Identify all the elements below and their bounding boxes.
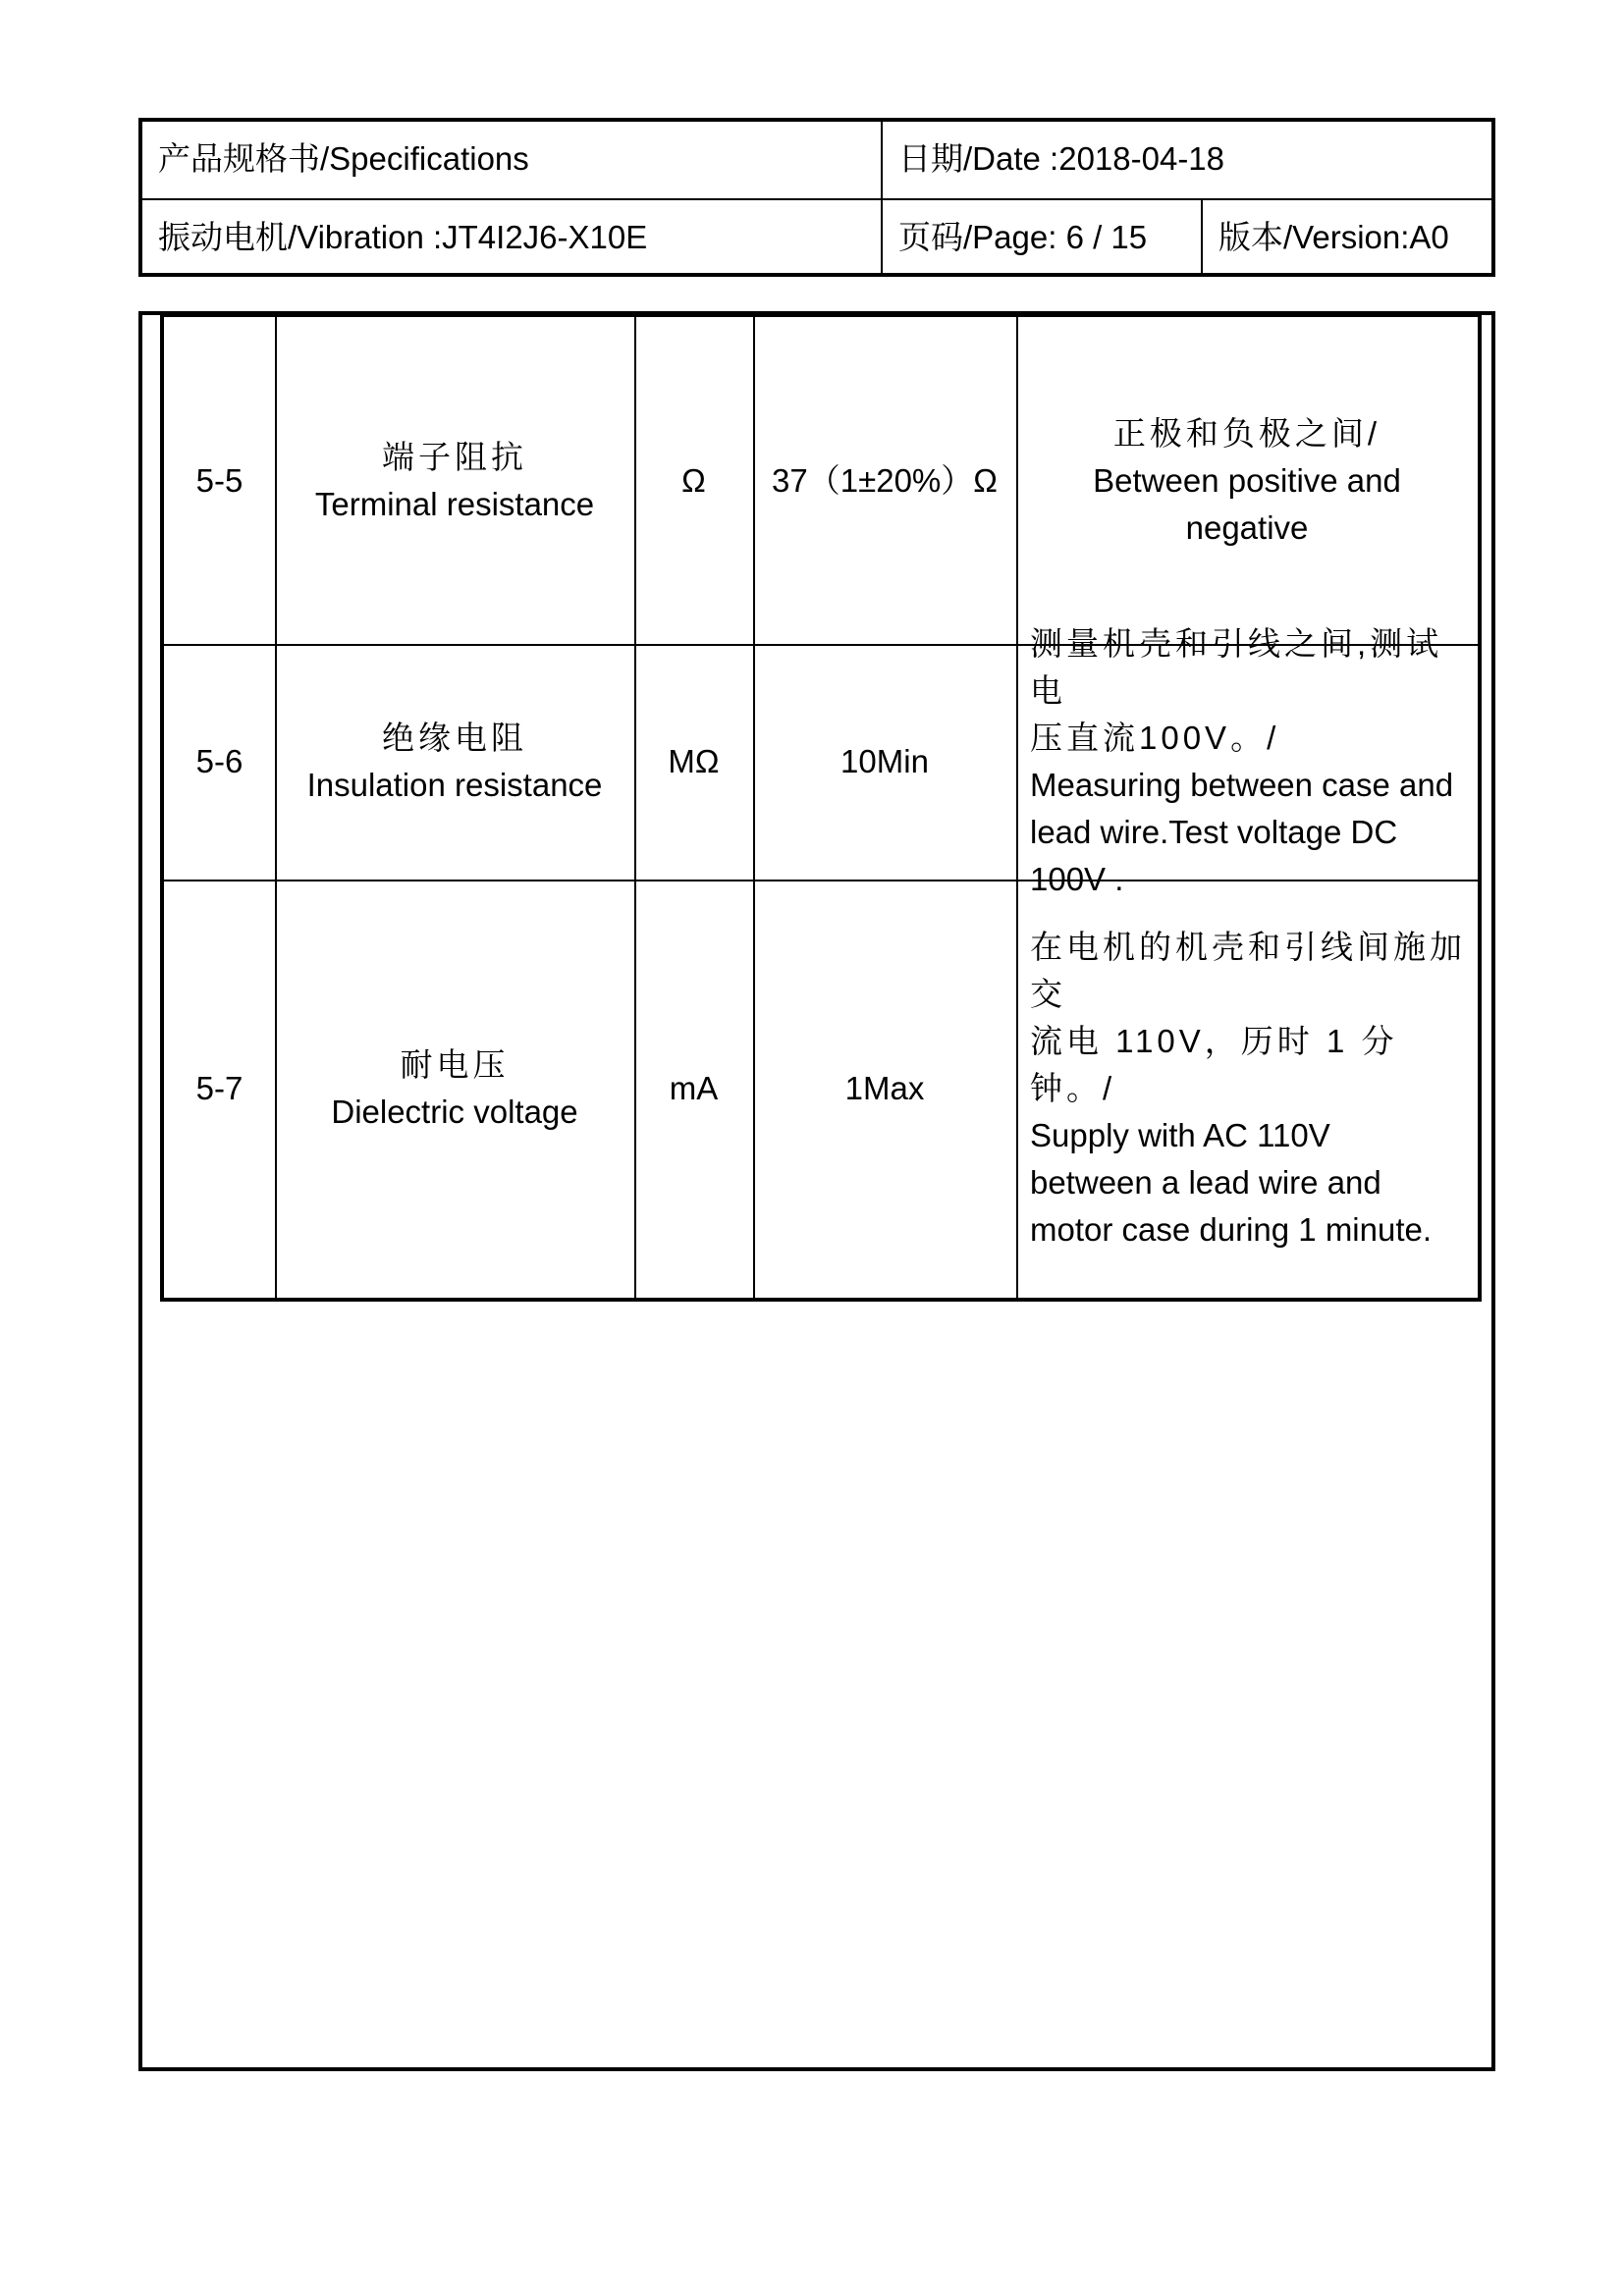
item-name: [275, 317, 634, 644]
item-value: 10Min: [840, 743, 929, 779]
item-name-en: Terminal resistance: [314, 485, 595, 522]
spec-table: [160, 314, 1482, 1302]
header-row-divider: [142, 198, 1491, 200]
item-condition: [1016, 317, 1478, 644]
item-value: 37（1±20%）Ω: [772, 461, 998, 499]
table-row: [164, 317, 1478, 644]
condition-line: negative: [1185, 508, 1309, 546]
table-row: [164, 625, 1478, 897]
item-name-en: Insulation resistance: [306, 767, 603, 803]
item-name: [275, 880, 634, 1298]
item-name-en: Dielectric voltage: [331, 1094, 578, 1130]
item-name-zh: 端子阻抗: [382, 438, 527, 475]
condition-line: 100V .: [1030, 861, 1124, 897]
condition-line: motor case during 1 minute.: [1030, 1211, 1433, 1248]
item-condition: [1016, 625, 1478, 897]
condition-line: 流电 110V，历时 1 分钟。/: [1030, 1023, 1398, 1106]
item-unit: MΩ: [668, 743, 720, 779]
item-number: 5-7: [195, 1070, 244, 1106]
condition-line: 正极和负极之间/: [1112, 414, 1381, 452]
page-number: 页码/Page: 6 / 15: [898, 219, 1148, 255]
condition-line: 压直流100V。/: [1030, 720, 1280, 756]
item-condition: [1016, 880, 1478, 1298]
item-number: 5-6: [195, 743, 244, 779]
header-subcolumn-divider: [1201, 198, 1203, 273]
spec-date: 日期/Date :2018-04-18: [898, 140, 1225, 177]
item-name-zh: 绝缘电阻: [382, 720, 527, 756]
document-header: [138, 118, 1495, 277]
item-name: [275, 644, 634, 880]
spec-title: 产品规格书/Specifications: [158, 140, 529, 177]
item-name-zh: 耐电压: [400, 1046, 510, 1083]
header-column-divider: [881, 122, 883, 273]
product-name: 振动电机/Vibration :JT4I2J6-X10E: [158, 219, 648, 255]
condition-line: 在电机的机壳和引线间施加交: [1030, 929, 1466, 1012]
condition-line: Between positive and: [1093, 461, 1401, 499]
item-value: 1Max: [844, 1070, 925, 1106]
table-row: [164, 880, 1478, 1298]
condition-line: Measuring between case and: [1030, 767, 1454, 803]
item-number: 5-5: [195, 461, 244, 499]
condition-line: between a lead wire and: [1030, 1164, 1381, 1201]
version: 版本/Version:A0: [1218, 219, 1449, 255]
item-unit: Ω: [681, 461, 706, 499]
condition-line: 测量机壳和引线之间,测试电: [1030, 625, 1443, 709]
condition-line: Supply with AC 110V: [1030, 1117, 1330, 1153]
condition-line: lead wire.Test voltage DC: [1030, 814, 1398, 850]
item-unit: mA: [669, 1070, 719, 1106]
